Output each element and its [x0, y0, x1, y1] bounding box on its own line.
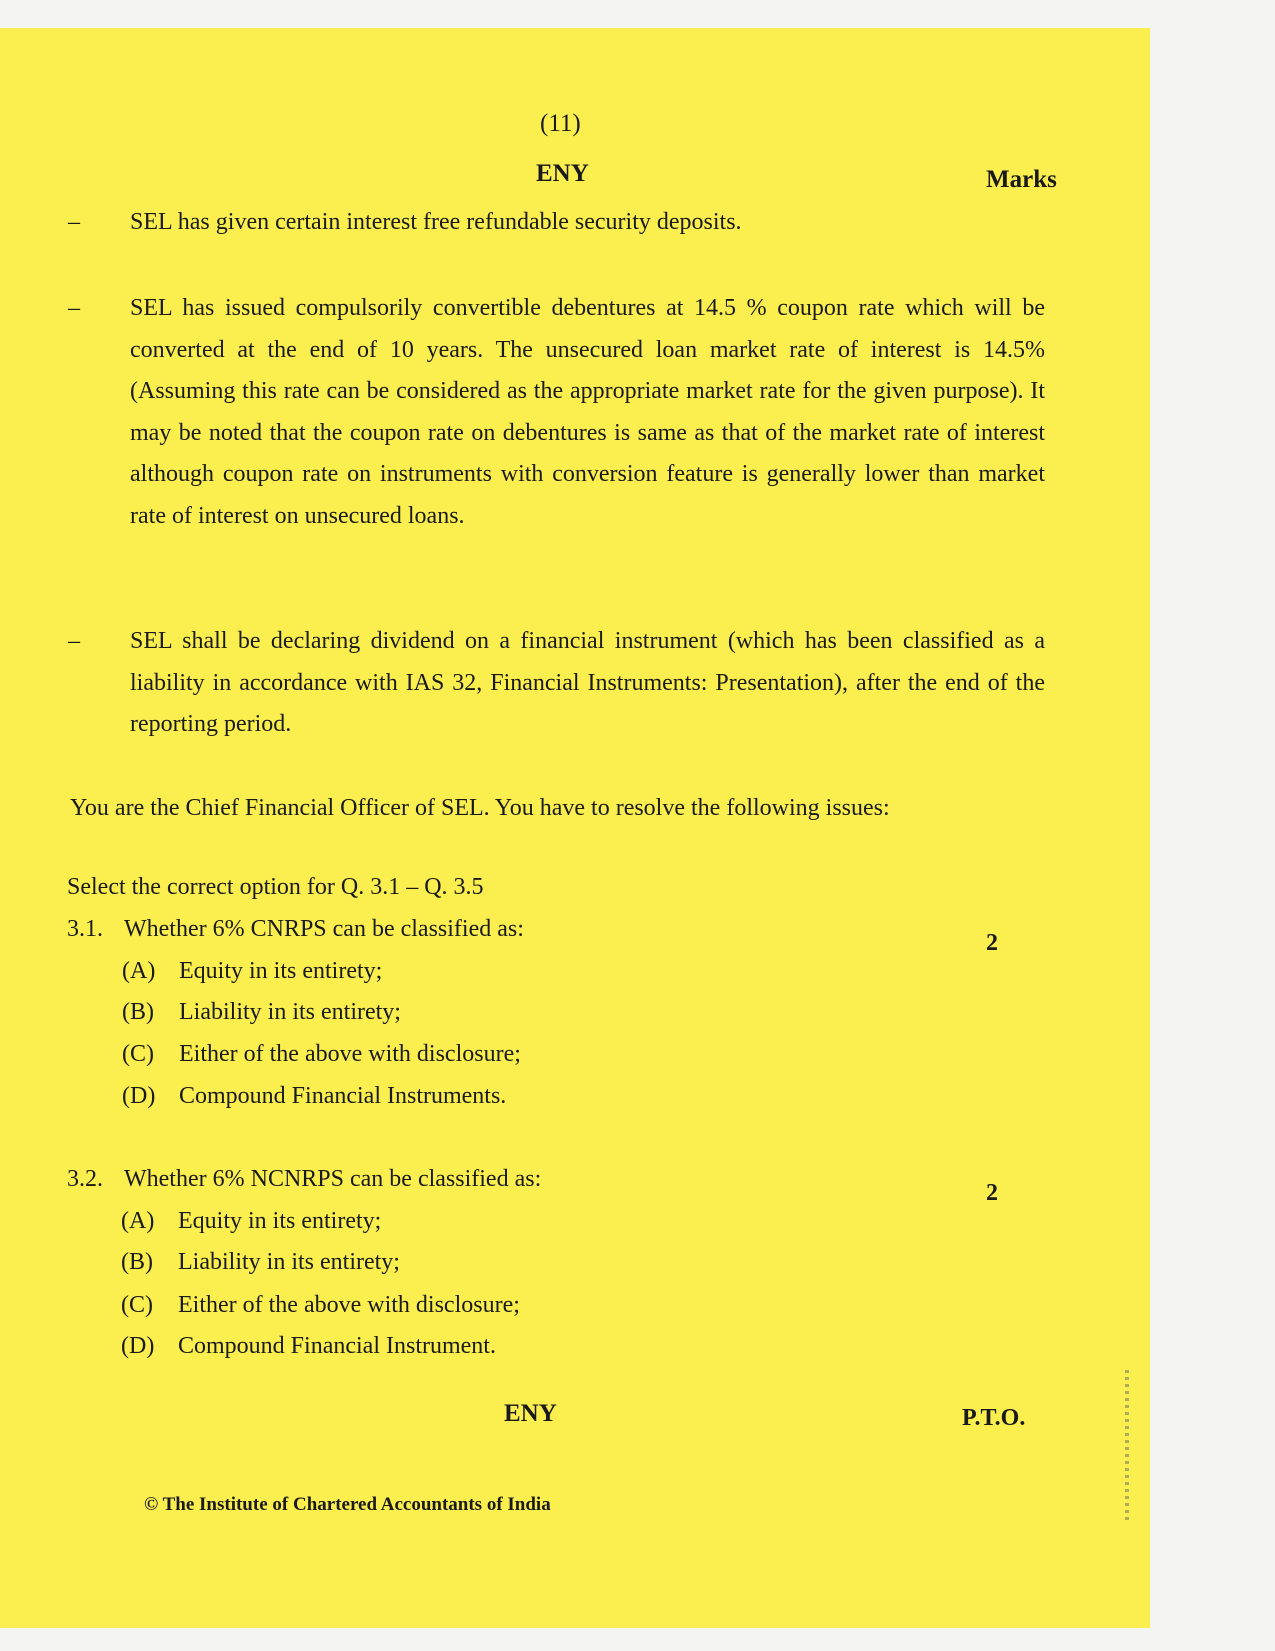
option-text: Either of the above with disclosure;	[178, 1292, 520, 1318]
bullet-text: SEL has given certain interest free refundable security deposits.	[130, 209, 742, 235]
page-number: (11)	[540, 110, 581, 137]
option-letter: (D)	[121, 1333, 155, 1359]
question-text: Whether 6% CNRPS can be classified as:	[124, 916, 524, 942]
bullet-dash: –	[68, 628, 80, 654]
option-text: Liability in its entirety;	[178, 1249, 400, 1275]
question-marks: 2	[986, 1180, 998, 1206]
option-letter: (B)	[122, 999, 154, 1025]
option-letter: (C)	[121, 1292, 153, 1318]
option-text: Compound Financial Instrument.	[178, 1333, 496, 1359]
marks-column-heading: Marks	[986, 166, 1057, 193]
bullet-dash: –	[68, 209, 80, 235]
bullet-text: SEL shall be declaring dividend on a financial instrument (which has been classified as a liability in accordance with IAS 32, Financial Instruments: Presentation), after the end of the reporting period.	[130, 628, 1045, 737]
bullet-dash: –	[68, 295, 80, 321]
pto-label: P.T.O.	[962, 1405, 1026, 1431]
question-marks: 2	[986, 930, 998, 956]
option-text: Either of the above with disclosure;	[179, 1041, 521, 1067]
bullet-text: SEL has issued compulsorily convertible debentures at 14.5 % coupon rate which will be converted at the end of 10 years. The unsecured loan market rate of interest is 14.5% (Assuming this rate can be considered as the appropriate market rate for the given purpose). It may be noted that the coupon rate on debentures is same as that of the market rate of interest although coupon rate on instruments with conversion feature is generally lower than market rate of interest on unsecured loans.	[130, 295, 1045, 529]
option-text: Liability in its entirety;	[179, 999, 401, 1025]
option-text: Equity in its entirety;	[178, 1208, 382, 1234]
option-letter: (D)	[122, 1083, 156, 1109]
exam-page	[0, 28, 1150, 1628]
option-letter: (A)	[121, 1208, 155, 1234]
option-letter: (A)	[122, 958, 156, 984]
scan-edge-marks	[1125, 1370, 1129, 1520]
option-text: Equity in its entirety;	[179, 958, 383, 984]
intro-text: You are the Chief Financial Officer of SEL. You have to resolve the following issues:	[70, 795, 890, 821]
option-text: Compound Financial Instruments.	[179, 1083, 507, 1109]
paper-code-footer: ENY	[504, 1400, 557, 1427]
question-text: Whether 6% NCNRPS can be classified as:	[124, 1166, 542, 1192]
option-letter: (B)	[121, 1249, 153, 1275]
option-letter: (C)	[122, 1041, 154, 1067]
question-number: 3.1.	[67, 916, 103, 942]
question-number: 3.2.	[67, 1166, 103, 1192]
paper-code-header: ENY	[536, 160, 589, 187]
copyright-notice: © The Institute of Chartered Accountants of India	[144, 1494, 551, 1515]
instruction-text: Select the correct option for Q. 3.1 – Q. 3.5	[67, 874, 484, 900]
